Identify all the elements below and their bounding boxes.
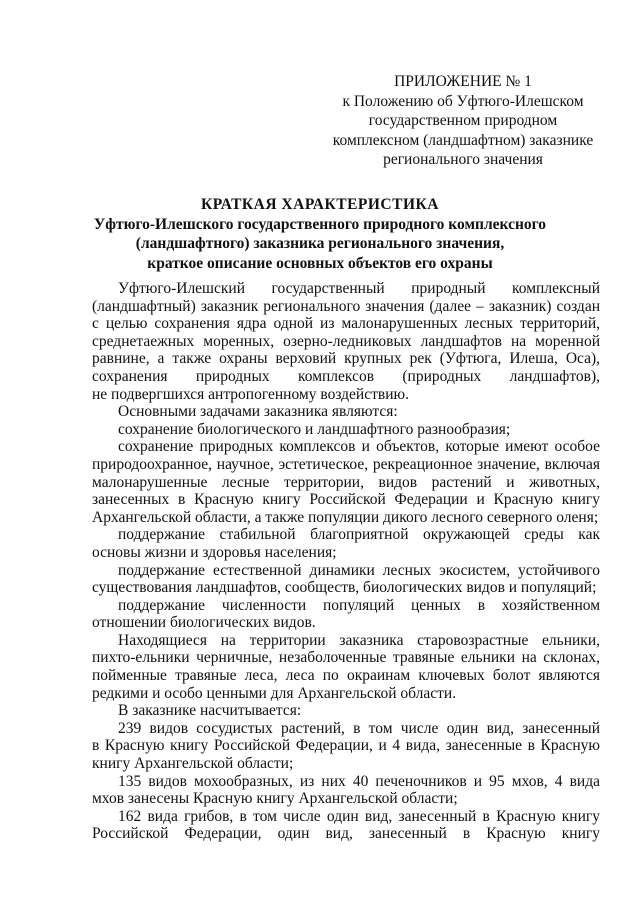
text-line: занесенных в Красную книгу Российской Федерации и Красную книгу — [92, 491, 600, 509]
text-line: Основными задачами заказника являются: — [118, 403, 398, 421]
document-title — [60, 195, 580, 273]
text-line: Российской Федерации, один вид, занесенный в Красную книгу — [92, 825, 600, 843]
title-line-1: КРАТКАЯ ХАРАКТЕРИСТИКА — [201, 196, 439, 213]
title-line-3: (ландшафтного) заказника регионального значения, — [135, 235, 505, 252]
text-line: редкими и особо ценными для Архангельской области. — [92, 684, 457, 702]
appendix-line-3: государственном природном — [368, 112, 558, 129]
text-line: сохранение биологического и ландшафтного разнообразия; — [118, 420, 511, 438]
appendix-line-1: ПРИЛОЖЕНИЕ № 1 — [394, 73, 532, 90]
appendix-line-5: регионального значения — [383, 151, 543, 168]
text-line: среднетаежных моренных, озерно-ледниковых ландшафтов на моренной — [92, 332, 600, 350]
body-text — [92, 280, 600, 843]
text-line: отношении биологических видов. — [92, 614, 316, 632]
appendix-line-2: к Положению об Уфтюго-Илешском — [342, 92, 584, 110]
text-line: 162 вида грибов, в том числе один вид, занесенный в Красную книгу — [118, 807, 600, 825]
text-line: в Красную книгу Российской Федерации, и 4 вида, занесенные в Красную — [92, 737, 600, 755]
appendix-header — [323, 72, 603, 170]
text-line: сохранение природных комплексов и объектов, которые имеют особое — [118, 438, 600, 456]
text-line: поддержание естественной динамики лесных экосистем, устойчивого — [118, 561, 600, 579]
text-line: существования ландшафтов, сообществ, биологических видов и популяций; — [92, 579, 597, 597]
text-line: Уфтюго-Илешский государственный природный комплексный — [118, 280, 600, 297]
text-line: мхов занесены Красную книгу Архангельской области; — [92, 790, 458, 808]
text-line: основы жизни и здоровья населения; — [92, 543, 337, 561]
text-line: книгу Архангельской области; — [92, 755, 294, 773]
text-line: 239 видов сосудистых растений, в том числе один вид, занесенный — [118, 719, 600, 737]
text-line: с целью сохранения ядра одной из малонарушенных лесных территорий, — [92, 315, 600, 333]
text-line: пойменные травяные леса, леса по окраинам ключевых болот являются — [92, 667, 600, 685]
text-line: (ландшафтный) заказник регионального значения (далее – заказник) создан — [92, 297, 600, 315]
text-line: Находящиеся на территории заказника старовозрастные ельники, — [118, 631, 600, 649]
text-line: В заказнике насчитывается: — [118, 702, 302, 720]
title-line-2: Уфтюго-Илешского государственного природного комплексного — [93, 215, 547, 233]
text-line: поддержание стабильной благоприятной окружающей среды как — [118, 526, 600, 544]
text-line: 135 видов мохообразных, из них 40 печеночников и 95 мхов, 4 вида — [118, 772, 600, 790]
text-line: поддержание численности популяций ценных в хозяйственном — [118, 596, 600, 614]
appendix-line-4: комплексном (ландшафтном) заказнике — [332, 131, 594, 149]
title-line-4: краткое описание основных объектов его охраны — [147, 254, 493, 272]
text-line: малонарушенные лесные территории, видов растений и животных, — [92, 473, 600, 491]
text-line: не подвергшихся антропогенному воздействию. — [92, 385, 409, 403]
text-line: пихто-ельники черничные, незаболоченные травяные ельники на склонах, — [92, 649, 600, 667]
text-line: Архангельской области, а также популяции дикого лесного северного оленя; — [92, 508, 599, 526]
text-line: природоохранное, научное, эстетическое, рекреационное значение, включая — [92, 455, 600, 473]
text-line: сохранения природных комплексов (природных ландшафтов), — [92, 367, 600, 385]
text-line: равнине, а также охраны верховий крупных рек (Уфтюга, Илеша, Оса), — [92, 350, 600, 368]
